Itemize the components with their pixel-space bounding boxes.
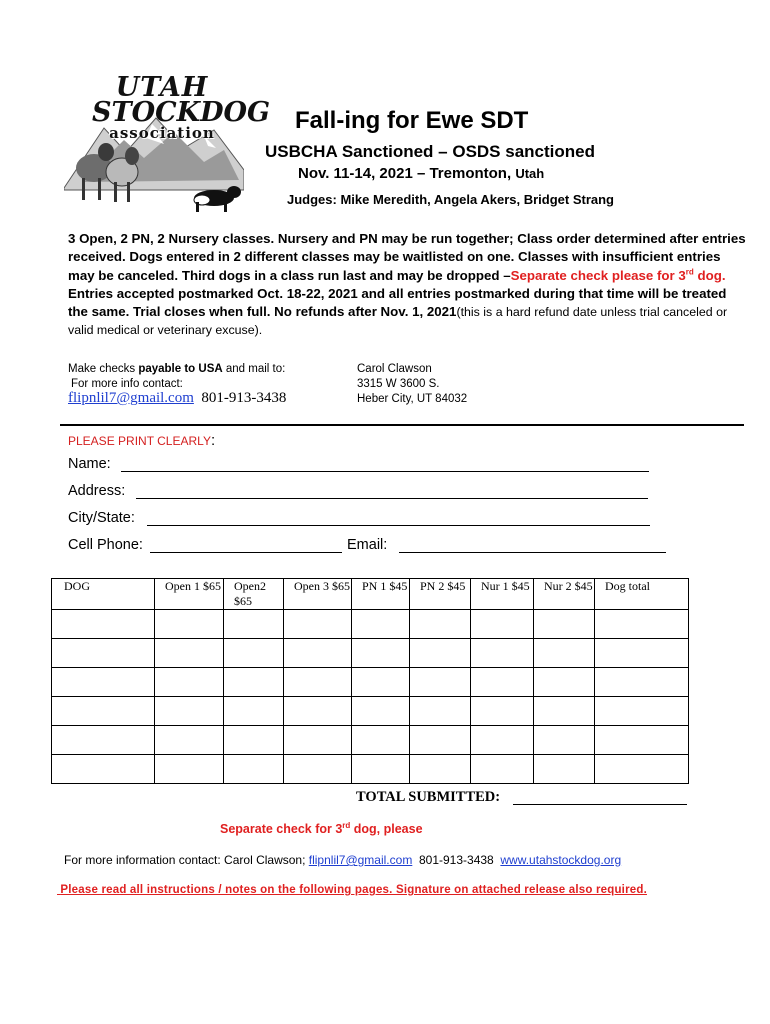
logo-line-1: UTAH — [115, 72, 209, 103]
logo-line-3: association — [109, 124, 215, 142]
superscript-rd: rd — [685, 267, 694, 277]
table-cell[interactable] — [595, 610, 689, 639]
payable-to: payable to USA — [138, 363, 223, 375]
website-link[interactable]: www.utahstockdog.org — [500, 853, 622, 867]
logo-line-2: STOCKDOG — [92, 97, 271, 128]
table-row — [52, 668, 689, 697]
name-label: Name: — [68, 456, 111, 472]
table-cell[interactable] — [534, 726, 595, 755]
table-cell[interactable] — [595, 639, 689, 668]
table-cell[interactable] — [284, 697, 352, 726]
contact-phone: 801-913-3438 — [201, 390, 287, 406]
separate-check-reminder — [220, 822, 423, 836]
address-label: Address: — [68, 483, 126, 499]
more-info-line — [64, 853, 621, 867]
footer-phone: 801-913-3438 — [418, 853, 494, 867]
table-cell[interactable] — [155, 668, 224, 697]
footer-email-link[interactable]: flipnlil7@gmail.com — [308, 853, 413, 867]
table-cell[interactable] — [155, 610, 224, 639]
instructions-notice — [57, 884, 647, 896]
name-field[interactable] — [121, 471, 649, 472]
table-cell[interactable] — [471, 755, 534, 784]
address-field[interactable] — [136, 498, 648, 499]
table-cell[interactable] — [352, 755, 410, 784]
table-cell[interactable] — [410, 610, 471, 639]
table-cell[interactable] — [224, 668, 284, 697]
table-cell[interactable] — [224, 697, 284, 726]
table-cell[interactable] — [155, 755, 224, 784]
page-title: Fall-ing for Ewe SDT — [295, 107, 529, 134]
cell-phone-label: Cell Phone: — [68, 537, 143, 553]
table-cell[interactable] — [410, 755, 471, 784]
table-cell[interactable] — [595, 726, 689, 755]
table-cell[interactable] — [52, 697, 155, 726]
table-cell[interactable] — [284, 726, 352, 755]
address-name: Carol Clawson — [357, 363, 432, 375]
address-street: 3315 W 3600 S. — [357, 378, 440, 390]
table-cell[interactable] — [52, 668, 155, 697]
table-cell[interactable] — [410, 697, 471, 726]
table-cell[interactable] — [352, 668, 410, 697]
mailing-address — [357, 362, 467, 407]
table-cell[interactable] — [534, 610, 595, 639]
paragraph-text-2: Entries accepted postmarked Oct. 18-22, 2021 and all entries postmarked during that time will be treated the same. Trial closes when full. No refunds after Nov. 1, 2021 — [68, 285, 727, 320]
refund-note: (this is a hard refund date unless trial canceled or valid medical or veterinary excuse). — [68, 305, 728, 338]
table-row — [52, 610, 689, 639]
col-header-pn2: PN 2 $45 — [410, 579, 471, 610]
table-cell[interactable] — [595, 755, 689, 784]
trial-info-paragraph — [68, 230, 748, 340]
table-cell[interactable] — [352, 639, 410, 668]
email-label: Email: — [347, 537, 388, 553]
citystate-label: City/State: — [68, 510, 135, 526]
table-cell[interactable] — [284, 639, 352, 668]
table-cell[interactable] — [52, 726, 155, 755]
table-cell[interactable] — [352, 697, 410, 726]
table-cell[interactable] — [410, 639, 471, 668]
table-row — [52, 639, 689, 668]
print-clearly-label — [68, 432, 215, 449]
col-header-pn1: PN 1 $45 — [352, 579, 410, 610]
make-checks-post: and mail to: — [222, 363, 286, 375]
section-divider — [60, 424, 744, 426]
table-row — [52, 697, 689, 726]
table-cell[interactable] — [284, 610, 352, 639]
dates-location — [298, 165, 544, 182]
paragraph-text-1: 3 Open, 2 PN, 2 Nursery classes. Nursery and PN may be run together; Class order determined after entries received. Dogs entered in 2 different classes may be waitlisted on one. Classes with insufficient entries may be canceled. Third dogs in a class run last and may be dropped – — [68, 231, 746, 283]
col-header-dog: DOG — [52, 579, 155, 610]
table-cell[interactable] — [471, 726, 534, 755]
cell-phone-field[interactable] — [150, 552, 342, 553]
table-cell[interactable] — [410, 668, 471, 697]
make-checks-pre: Make checks — [68, 363, 139, 375]
col-header-nur2: Nur 2 $45 — [534, 579, 595, 610]
sanction-line: USBCHA Sanctioned – OSDS sanctioned — [265, 142, 595, 161]
superscript-rd: rd — [342, 820, 351, 830]
table-cell[interactable] — [471, 668, 534, 697]
table-row — [52, 726, 689, 755]
table-header-row — [52, 579, 689, 610]
table-cell[interactable] — [534, 668, 595, 697]
table-cell[interactable] — [595, 697, 689, 726]
col-header-open1: Open 1 $65 — [155, 579, 224, 610]
col-header-nur1: Nur 1 $45 — [471, 579, 534, 610]
table-cell[interactable] — [155, 697, 224, 726]
table-cell[interactable] — [534, 639, 595, 668]
entries-table — [51, 578, 689, 784]
table-cell[interactable] — [284, 668, 352, 697]
contact-line — [68, 390, 286, 407]
table-cell[interactable] — [52, 610, 155, 639]
col-header-dog-total: Dog total — [595, 579, 689, 610]
separate-check-tail: dog. — [693, 267, 726, 283]
payment-instructions — [68, 362, 285, 392]
table-cell[interactable] — [155, 726, 224, 755]
more-info-text: For more information contact: Carol Clawson; — [64, 853, 309, 867]
col-header-open3: Open 3 $65 — [284, 579, 352, 610]
table-cell[interactable] — [471, 639, 534, 668]
table-cell[interactable] — [224, 610, 284, 639]
table-cell[interactable] — [352, 726, 410, 755]
total-submitted-label: TOTAL SUBMITTED: — [356, 789, 501, 805]
col-header-open2: Open2 $65 — [224, 579, 284, 610]
table-cell[interactable] — [534, 697, 595, 726]
instructions-notice-text: Please read all instructions / notes on the following pages. Signature on attached release also required. — [60, 884, 647, 896]
table-cell[interactable] — [595, 668, 689, 697]
table-cell[interactable] — [284, 755, 352, 784]
print-clearly-text: PLEASE PRINT CLEARLY — [68, 434, 211, 448]
table-cell[interactable] — [224, 639, 284, 668]
address-city: Heber City, UT 84032 — [357, 393, 468, 405]
table-cell[interactable] — [224, 755, 284, 784]
table-cell[interactable] — [471, 610, 534, 639]
table-row — [52, 755, 689, 784]
table-cell[interactable] — [155, 639, 224, 668]
utah-stockdog-logo — [64, 70, 271, 215]
table-cell[interactable] — [52, 639, 155, 668]
separate-check-reminder-tail: dog, please — [350, 822, 423, 836]
contact-email-link[interactable]: flipnlil7@gmail.com — [68, 390, 194, 406]
table-cell[interactable] — [352, 610, 410, 639]
separate-check-warning — [511, 268, 726, 283]
table-cell[interactable] — [52, 755, 155, 784]
total-submitted-field[interactable] — [513, 804, 687, 805]
separate-check-reminder-text: Separate check for 3 — [220, 822, 343, 836]
table-cell[interactable] — [410, 726, 471, 755]
citystate-field[interactable] — [147, 525, 650, 526]
table-cell[interactable] — [534, 755, 595, 784]
table-cell[interactable] — [471, 697, 534, 726]
make-checks-line — [68, 362, 285, 377]
print-clearly-colon: : — [210, 432, 216, 449]
dates-text: Nov. 11-14, 2021 – Tremonton, — [298, 165, 512, 182]
dates-state: Utah — [515, 166, 545, 181]
email-field[interactable] — [399, 552, 666, 553]
separate-check-text: Separate check please for 3 — [510, 267, 686, 283]
table-cell[interactable] — [224, 726, 284, 755]
more-info-label: For more info contact: — [71, 378, 183, 390]
judges-line: Judges: Mike Meredith, Angela Akers, Bridget Strang — [287, 192, 614, 207]
